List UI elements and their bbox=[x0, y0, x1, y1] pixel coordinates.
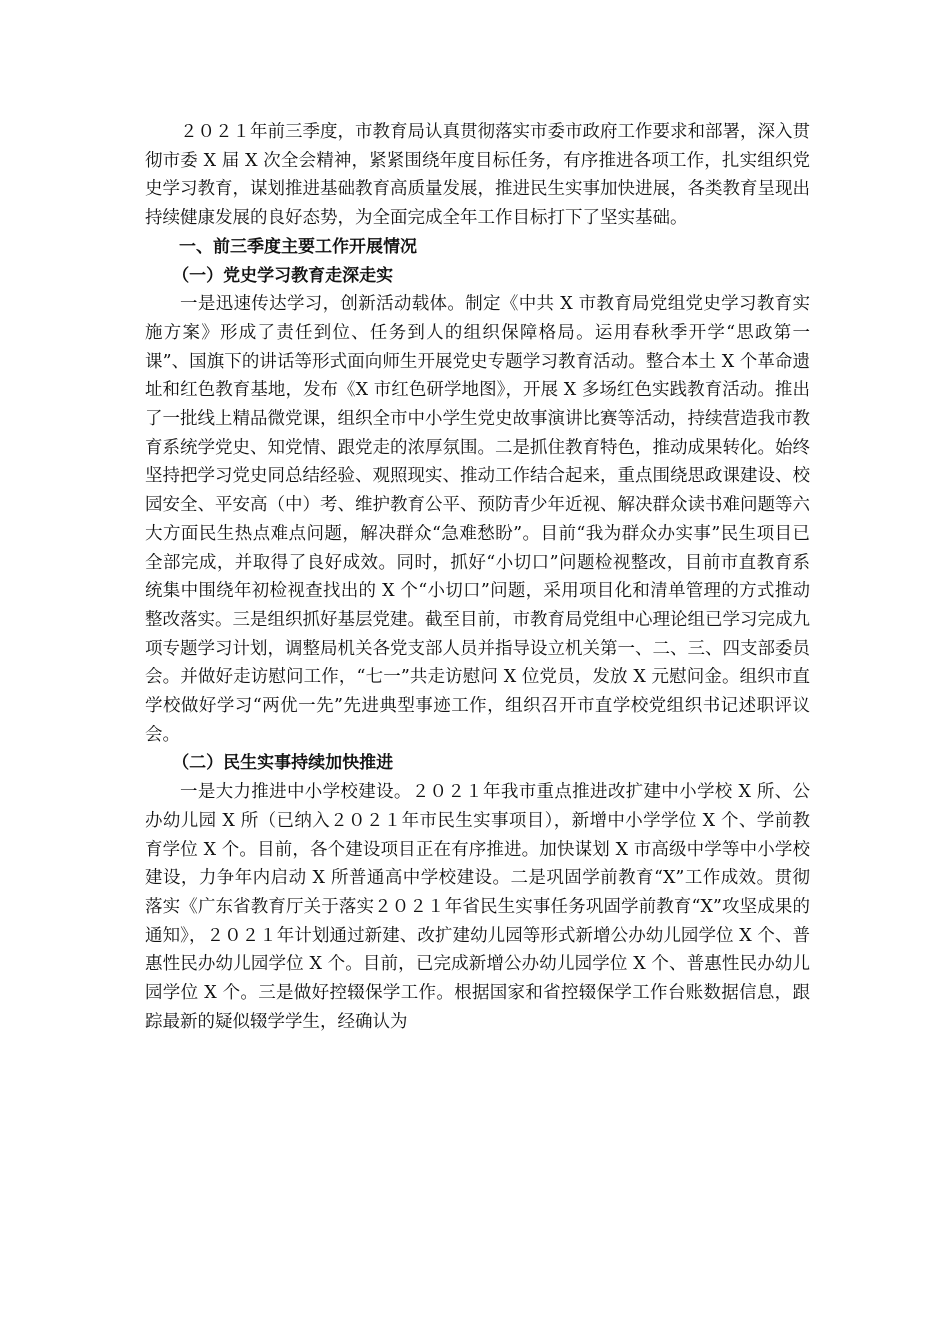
section-heading: 一、前三季度主要工作开展情况 bbox=[179, 236, 417, 257]
intro-paragraph: ２０２１年前三季度，市教育局认真贯彻落实市委市政府工作要求和部署，深入贯彻市委 X 届 X 次全会精神，紧紧围绕年度目标任务，有序推进各项工作，扎实组织党史学习教育，谋划推进基础教育高质量发展，推进民生实事加快进展，各类教育呈现出持续健康发展的良好态势，为全面完成全年工作目标打下了坚实基础。 bbox=[145, 122, 810, 229]
subsection-1-paragraph: 一是迅速传达学习，创新活动载体。制定《中共 X 市教育局党组党史学习教育实施方案》形成了责任到位、任务到人的组织保障格局。运用春秋季开学“思政第一课”、国旗下的讲话等形式面向师生开展党史专题学习教育活动。整合本土 X 个革命遗址和红色教育基地，发布《X 市红色研学地图》，开展 X 多场红色实践教育活动。推出了一批线上精品微党课，组织全市中小学生党史故事演讲比赛等活动，持续营造我市教育系统学党史、知党情、跟党走的浓厚氛围。二是抓住教育特色，推动成果转化。始终坚持把学习党史同总结经验、观照现实、推动工作结合起来，重点围绕思政课建设、校园安全、平安高（中）考、维护教育公平、预防青少年近视、解决群众读书难问题等六大方面民生热点难点问题，解决群众“急难愁盼”。目前“我为群众办实事”民生项目已全部完成，并取得了良好成效。同时，抓好“小切口”问题检视整改，目前市直教育系统集中围绕年初检视查找出的 X 个“小切口”问题，采用项目化和清单管理的方式推动整改落实。三是组织抓好基层党建。截至目前，市教育局党组中心理论组已学习完成九项专题学习计划，调整局机关各党支部人员并指导设立机关第一、二、三、四支部委员会。并做好走访慰问工作，“七一”共走访慰问 X 位党员，发放 X 元慰问金。组织市直学校做好学习“两优一先”先进典型事迹工作，组织召开市直学校党组织书记述职评议会。 bbox=[145, 294, 810, 745]
subsection-2-paragraph: 一是大力推进中小学校建设。２０２１年我市重点推进改扩建中小学校 X 所、公办幼儿园 X 所（已纳入２０２１年市民生实事项目），新增中小学学位 X 个、学前教育学位 X 个。目前，各个建设项目正在有序推进。加快谋划 X 市高级中学等中小学校建设，力争年内启动 X 所普通高中学校建设。二是巩固学前教育“X”工作成效。贯彻落实《广东省教育厅关于落实２０２１年省民生实事任务巩固学前教育“X”攻坚成果的通知》，２０２１年计划通过新建、改扩建幼儿园等形式新增公办幼儿园学位 X 个、普惠性民办幼儿园学位 X 个。目前，已完成新增公办幼儿园学位 X 个、普惠性民办幼儿园学位 X 个。三是做好控辍保学工作。根据国家和省控辍保学工作台账数据信息，跟踪最新的疑似辍学学生，经确认为 bbox=[145, 782, 810, 1032]
subsection-heading-1: （一）党史学习教育走深走实 bbox=[172, 265, 394, 286]
document-page bbox=[145, 118, 810, 1037]
subsection-heading-2: （二）民生实事持续加快推进 bbox=[172, 753, 394, 774]
